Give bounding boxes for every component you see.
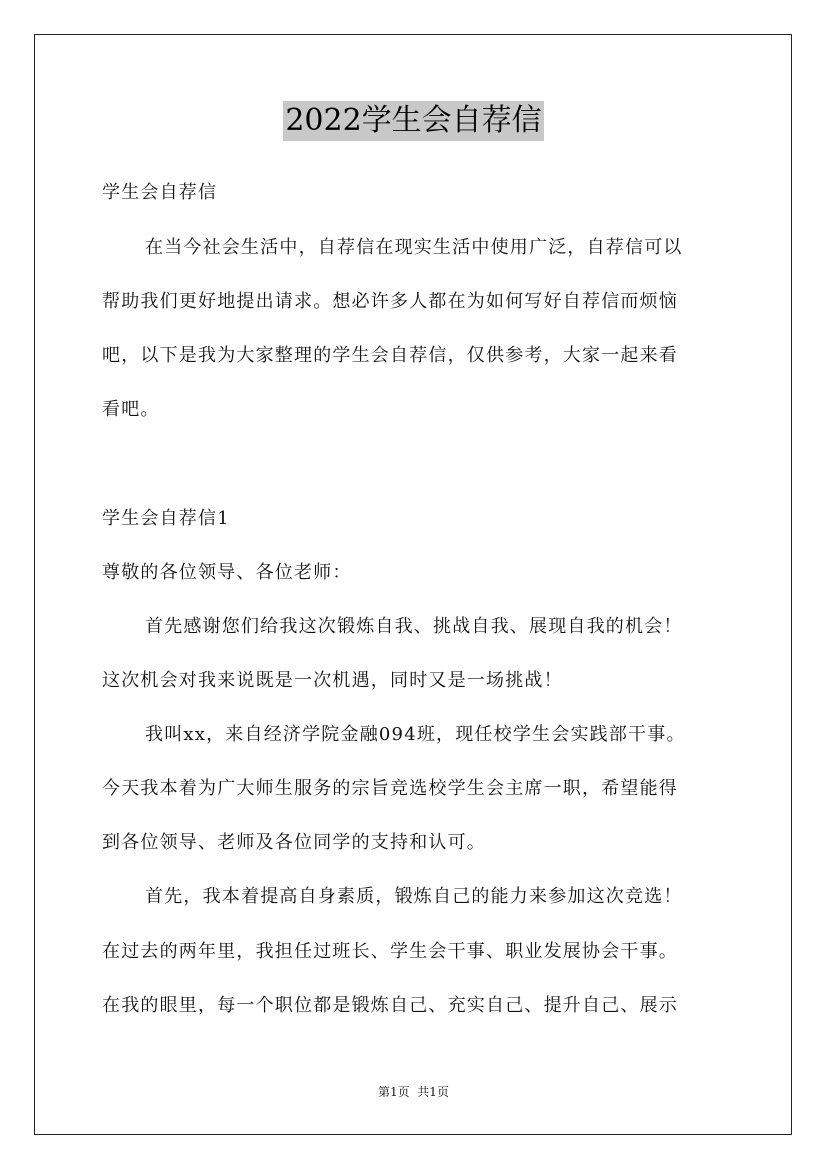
body-line-8: 在我的眼里，每一个职位都是锻炼自己、充实自己、提升自己、展示 — [102, 995, 678, 1016]
section-title: 学生会自荐信1 — [102, 508, 230, 529]
intro-line-2: 帮助我们更好地提出请求。想必许多人都在为如何写好自荐信而烦恼 — [102, 291, 678, 312]
document-title: 2022学生会自荐信 — [283, 101, 543, 141]
title-container — [0, 101, 827, 141]
body-line-1: 首先感谢您们给我这次锻炼自我、挑战自我、展现自我的机会！ — [145, 616, 683, 637]
body-line-2: 这次机会对我来说既是一次机遇，同时又是一场挑战！ — [102, 670, 563, 691]
page-number-footer: 第1页 共1页 — [378, 1085, 449, 1099]
heading: 学生会自荐信 — [102, 182, 218, 203]
body-line-4: 今天我本着为广大师生服务的宗旨竞选校学生会主席一职，希望能得 — [102, 778, 678, 799]
intro-line-3: 吧，以下是我为大家整理的学生会自荐信，仅供参考，大家一起来看 — [102, 345, 678, 366]
intro-line-4: 看吧。 — [102, 399, 160, 420]
body-line-7: 在过去的两年里，我担任过班长、学生会干事、职业发展协会干事。 — [102, 941, 678, 962]
body-line-3: 我叫xx，来自经济学院金融094班，现任校学生会实践部干事。 — [145, 724, 686, 745]
salutation: 尊敬的各位领导、各位老师： — [102, 562, 352, 583]
body-line-5: 到各位领导、老师及各位同学的支持和认可。 — [102, 832, 486, 853]
body-line-6: 首先，我本着提高自身素质，锻炼自己的能力来参加这次竞选！ — [145, 886, 683, 907]
intro-line-1: 在当今社会生活中，自荐信在现实生活中使用广泛，自荐信可以 — [145, 237, 683, 258]
